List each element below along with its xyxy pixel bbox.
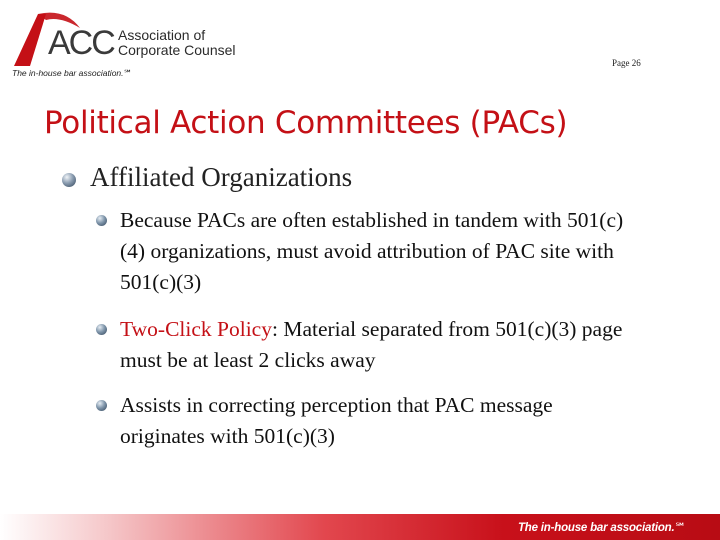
bullet-icon	[96, 324, 107, 335]
sub-bullet-3-text: Assists in correcting perception that PAC message originates with 501(c)(3)	[120, 393, 553, 448]
acc-logo	[10, 10, 250, 82]
sub-bullet-1-text: Because PACs are often established in tandem with 501(c)(4) organizations, must avoid attribution of PAC site with 501(c)(3)	[120, 208, 624, 294]
bullet-icon	[96, 400, 107, 411]
logo-organization-name	[118, 28, 236, 58]
sub-bullet-2	[120, 314, 640, 376]
page-number: Page 26	[612, 58, 641, 68]
logo-tagline: The in-house bar association.℠	[12, 68, 133, 78]
logo-name-line2: Corporate Counsel	[118, 42, 236, 58]
sub-bullet-3	[120, 390, 640, 452]
bullet-icon	[62, 173, 76, 187]
logo-name-line1: Association of	[118, 27, 206, 43]
sub-bullet-1	[120, 205, 640, 298]
sub-bullet-2-text: : Material separated from 501(c)(3) page must be at least 2 clicks away	[120, 317, 623, 372]
bullet-icon	[96, 215, 107, 226]
main-bullet-text: Affiliated Organizations	[90, 162, 353, 192]
footer-tagline: The in-house bar association.℠	[517, 522, 686, 534]
footer-bar	[0, 514, 720, 540]
logo-acc-mark: ACC	[48, 24, 114, 62]
slide-title: Political Action Committees (PACs)	[44, 105, 568, 141]
two-click-policy-label: Two-Click Policy	[120, 317, 272, 341]
